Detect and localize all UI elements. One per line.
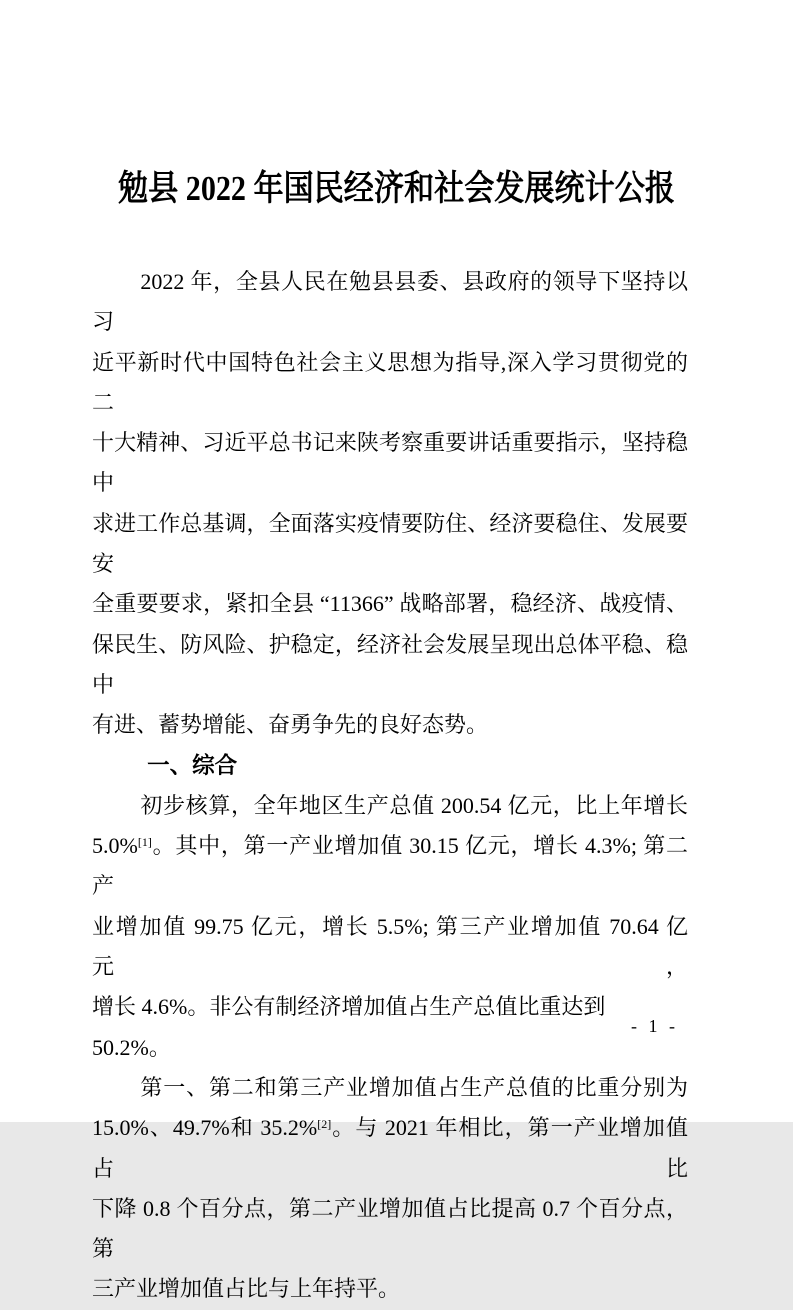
text-line: 15.0%、49.7%和 35.2%[2]。与 2021 年相比，第一产业增加值占比	[92, 1115, 688, 1181]
text-line: 业增加值 99.75 亿元，增长 5.5%; 第三产业增加值 70.64 亿元，	[92, 913, 688, 980]
text-line: 第一、第二和第三产业增加值占生产总值的比重分别为	[140, 1074, 688, 1100]
text-line: 三产业增加值占比与上年持平。	[92, 1276, 401, 1302]
text-line: 增长 4.6%。非公有制经济增加值占生产总值比重达到 50.2%。	[92, 994, 606, 1060]
paragraph	[92, 262, 688, 746]
text-line: 有进、蓄势增能、奋勇争先的良好态势。	[92, 712, 489, 738]
paragraph	[92, 1068, 688, 1310]
text-line: 初步核算，全年地区生产总值 200.54 亿元，比上年增长	[140, 792, 688, 818]
text-line: 全重要要求，紧扣全县 “11366” 战略部署，稳经济、战疫情、	[92, 591, 688, 617]
text-line: 5.0%[1]。其中，第一产业增加值 30.15 亿元，增长 4.3%; 第二产	[92, 833, 688, 899]
paragraph	[92, 786, 688, 1068]
footnote-ref: [2]	[317, 1117, 332, 1132]
text-line: 求进工作总基调，全面落实疫情要防住、经济要稳住、发展要安	[92, 510, 688, 577]
text-line: 下降 0.8 个百分点，第二产业增加值占比提高 0.7 个百分点，第	[92, 1195, 688, 1262]
text-line: 近平新时代中国特色社会主义思想为指导,深入学习贯彻党的二	[92, 349, 688, 415]
footnote-ref: [1]	[137, 835, 152, 850]
page-number: - 1 -	[631, 1016, 679, 1036]
section-heading: 一、综合	[147, 752, 238, 778]
text-line: 2022 年，全县人民在勉县县委、县政府的领导下坚持以习	[92, 269, 688, 335]
document-title: 勉县 2022 年国民经济和社会发展统计公报	[118, 169, 675, 208]
text-line: 十大精神、习近平总书记来陕考察重要讲话重要指示，坚持稳中	[92, 430, 688, 496]
text-line: 保民生、防风险、护稳定，经济社会发展呈现出总体平稳、稳中	[92, 631, 688, 697]
document-body	[92, 262, 688, 1310]
